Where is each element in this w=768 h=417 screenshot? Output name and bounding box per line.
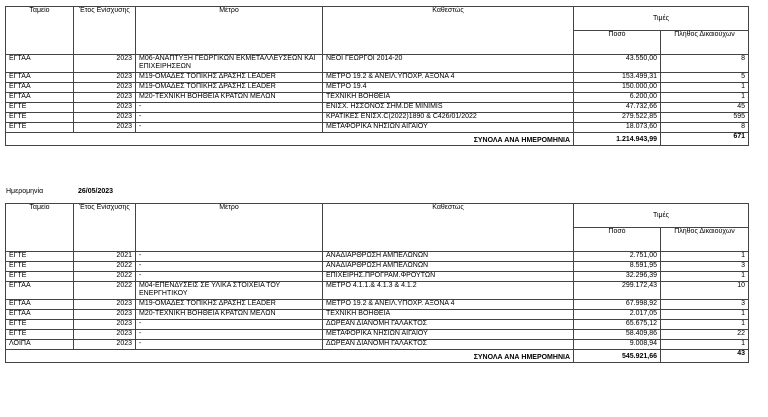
cell-etos: 2023 [74,340,136,350]
cell-tameio: ΕΓΤΕ [6,252,74,262]
cell-metro: Μ19-ΟΜΑΔΕΣ ΤΟΠΙΚΗΣ ΔΡΑΣΗΣ LEADER [136,300,323,310]
cell-metro: Μ19-ΟΜΑΔΕΣ ΤΟΠΙΚΗΣ ΔΡΑΣΗΣ LEADER [136,83,323,93]
cell-metro: Μ20-ΤΕΧΝΙΚΗ ΒΟΗΘΕΙΑ ΚΡΑΤΩΝ ΜΕΛΩΝ [136,93,323,103]
cell-etos: 2023 [74,330,136,340]
cell-kathestos: ΜΕΤΡΟ 4.1.1.& 4.1.3 & 4.1.2 [323,282,574,300]
header-plithos: Πλήθος Δικαιούχων [661,31,749,55]
cell-kathestos: ΜΕΤΑΦΟΡΙΚΑ ΝΗΣΙΩΝ ΑΙΓΑΙΟΥ [323,123,574,133]
cell-metro: - [136,320,323,330]
header-tameio: Ταμείο [6,204,74,252]
cell-poso: 32.296,39 [574,272,661,282]
cell-kathestos: ΜΕΤΡΟ 19.2 & ΑΝΕΙΛ.ΥΠΟΧΡ. ΑΞΟΝΑ 4 [323,300,574,310]
cell-kathestos: ΤΕΧΝΙΚΗ ΒΟΗΘΕΙΑ [323,93,574,103]
cell-plithos: 3 [661,300,749,310]
cell-plithos: 3 [661,262,749,272]
table-row [6,93,749,103]
table-row [6,123,749,133]
cell-plithos: 1 [661,310,749,320]
header-times: Τιμές [574,204,749,228]
cell-kathestos: ΜΕΤΡΟ 19.4 [323,83,574,93]
cell-etos: 2022 [74,262,136,272]
table-row [6,282,749,300]
cell-etos: 2023 [74,73,136,83]
cell-tameio: ΕΓΤΕ [6,123,74,133]
cell-metro: Μ06-ΑΝΑΠΤΥΞΗ ΓΕΩΡΓΙΚΩΝ ΕΚΜΕΤΑΛΛΕΥΣΕΩΝ ΚΑΙ ΕΠΙΧΕΙΡΗΣΕΩΝ [136,55,323,73]
header-plithos: Πλήθος Δικαιούχων [661,228,749,252]
cell-metro: - [136,330,323,340]
header-kathestos: Καθεστώς [323,7,574,55]
cell-kathestos: ΕΝΙΣΧ. ΗΣΣΟΝΟΣ ΣΗΜ.DE MINIMIS [323,103,574,113]
date-line [6,188,113,195]
cell-metro: Μ04-ΕΠΕΝΔΥΣΕΙΣ ΣΕ ΥΛΙΚΑ ΣΤΟΙΧΕΙΑ ΤΟΥ ΕΝΕΡΓΗΤΙΚΟΥ [136,282,323,300]
total-plithos: 43 [661,350,749,363]
cell-plithos: 1 [661,320,749,330]
total-row-1 [6,133,749,146]
cell-plithos: 595 [661,113,749,123]
cell-tameio: ΕΓΤΑΑ [6,55,74,73]
cell-poso: 65.675,12 [574,320,661,330]
cell-plithos: 1 [661,272,749,282]
header-times: Τιμές [574,7,749,31]
cell-plithos: 45 [661,103,749,113]
cell-poso: 8.591,95 [574,262,661,272]
cell-metro: - [136,123,323,133]
header-metro: Μέτρο [136,7,323,55]
date-value: 26/05/2023 [78,188,114,195]
cell-poso: 279.522,85 [574,113,661,123]
cell-etos: 2023 [74,300,136,310]
cell-tameio: ΕΓΤΕ [6,103,74,113]
cell-kathestos: ΔΩΡΕΑΝ ΔΙΑΝΟΜΗ ΓΑΛΑΚΤΟΣ [323,340,574,350]
cell-metro: - [136,252,323,262]
cell-etos: 2023 [74,113,136,123]
table-row [6,320,749,330]
date-label: Ημερομηνία [6,188,44,195]
table-row [6,340,749,350]
cell-etos: 2023 [74,123,136,133]
cell-etos: 2023 [74,320,136,330]
cell-kathestos: ΜΕΤΡΟ 19.2 & ΑΝΕΙΛ.ΥΠΟΧΡ. ΑΞΟΝΑ 4 [323,73,574,83]
cell-kathestos: ΜΕΤΑΦΟΡΙΚΑ ΝΗΣΙΩΝ ΑΙΓΑΙΟΥ [323,330,574,340]
cell-kathestos: ΑΝΑΔΙΑΡΘΡΩΣΗ ΑΜΠΕΛΩΝΩΝ [323,262,574,272]
cell-metro: - [136,103,323,113]
cell-plithos: 1 [661,340,749,350]
table-row [6,330,749,340]
cell-tameio: ΕΓΤΕ [6,262,74,272]
cell-kathestos: ΔΩΡΕΑΝ ΔΙΑΝΟΜΗ ΓΑΛΑΚΤΟΣ [323,320,574,330]
table-row [6,310,749,320]
cell-tameio: ΕΓΤΕ [6,113,74,123]
cell-kathestos: ΤΕΧΝΙΚΗ ΒΟΗΘΕΙΑ [323,310,574,320]
table-row [6,103,749,113]
cell-poso: 47.732,66 [574,103,661,113]
cell-poso: 67.998,92 [574,300,661,310]
header-tameio: Ταμείο [6,7,74,55]
cell-plithos: 1 [661,83,749,93]
header-metro: Μέτρο [136,204,323,252]
cell-tameio: ΕΓΤΑΑ [6,93,74,103]
cell-poso: 299.172,43 [574,282,661,300]
payments-table-1 [5,6,749,146]
cell-tameio: ΕΓΤΑΑ [6,300,74,310]
cell-metro: - [136,113,323,123]
table-row [6,252,749,262]
cell-tameio: ΕΓΤΑΑ [6,282,74,300]
cell-kathestos: ΑΝΑΔΙΑΡΘΡΩΣΗ ΑΜΠΕΛΩΝΩΝ [323,252,574,262]
cell-plithos: 10 [661,282,749,300]
cell-etos: 2023 [74,93,136,103]
cell-kathestos: ΚΡΑΤΙΚΕΣ ΕΝΙΣΧ.C(2022)1890 & C426/01/2022 [323,113,574,123]
cell-poso: 153.499,31 [574,73,661,83]
cell-metro: Μ20-ΤΕΧΝΙΚΗ ΒΟΗΘΕΙΑ ΚΡΑΤΩΝ ΜΕΛΩΝ [136,310,323,320]
cell-poso: 9.008,94 [574,340,661,350]
cell-tameio: ΕΓΤΕ [6,272,74,282]
cell-etos: 2023 [74,55,136,73]
header-kathestos: Καθεστώς [323,204,574,252]
cell-kathestos: ΕΠΙΧΕΙΡΗΣ.ΠΡΟΓΡΑΜ.ΦΡΟΥΤΩΝ [323,272,574,282]
cell-etos: 2023 [74,103,136,113]
total-row-2 [6,350,749,363]
header-poso: Ποσό [574,31,661,55]
cell-plithos: 22 [661,330,749,340]
cell-plithos: 8 [661,55,749,73]
cell-metro: - [136,340,323,350]
cell-poso: 18.073,60 [574,123,661,133]
table-2-body [6,252,749,350]
cell-etos: 2023 [74,83,136,93]
cell-plithos: 8 [661,123,749,133]
header-etos: Έτος Ενίσχυσης [74,7,136,55]
cell-plithos: 1 [661,93,749,103]
cell-kathestos: ΝΕΟΙ ΓΕΩΡΓΟΙ 2014-20 [323,55,574,73]
total-label: ΣΥΝΟΛΑ ΑΝΑ ΗΜΕΡΟΜΗΝΙΑ [6,350,574,363]
total-label: ΣΥΝΟΛΑ ΑΝΑ ΗΜΕΡΟΜΗΝΙΑ [6,133,574,146]
cell-metro: - [136,272,323,282]
total-poso: 1.214.943,99 [574,133,661,146]
cell-plithos: 5 [661,73,749,83]
cell-tameio: ΕΓΤΕ [6,330,74,340]
cell-plithos: 1 [661,252,749,262]
cell-etos: 2022 [74,272,136,282]
cell-poso: 2.017,05 [574,310,661,320]
cell-tameio: ΕΓΤΑΑ [6,73,74,83]
header-etos: Έτος Ενίσχυσης [74,204,136,252]
cell-tameio: ΛΟΙΠΑ [6,340,74,350]
cell-etos: 2021 [74,252,136,262]
table-row [6,272,749,282]
cell-poso: 58.409,86 [574,330,661,340]
table-row [6,83,749,93]
cell-tameio: ΕΓΤΑΑ [6,83,74,93]
cell-etos: 2022 [74,282,136,300]
table-row [6,113,749,123]
total-plithos: 671 [661,133,749,146]
table-row [6,73,749,83]
table-row [6,300,749,310]
cell-tameio: ΕΓΤΑΑ [6,310,74,320]
payments-table-2 [5,203,749,363]
cell-poso: 150.000,00 [574,83,661,93]
cell-etos: 2023 [74,310,136,320]
cell-metro: Μ19-ΟΜΑΔΕΣ ΤΟΠΙΚΗΣ ΔΡΑΣΗΣ LEADER [136,73,323,83]
cell-tameio: ΕΓΤΕ [6,320,74,330]
header-poso: Ποσό [574,228,661,252]
table-1-body [6,55,749,133]
table-row [6,262,749,272]
table-row [6,55,749,73]
cell-poso: 43.550,00 [574,55,661,73]
cell-poso: 6.200,00 [574,93,661,103]
cell-poso: 2.751,00 [574,252,661,262]
cell-metro: - [136,262,323,272]
total-poso: 545.921,66 [574,350,661,363]
